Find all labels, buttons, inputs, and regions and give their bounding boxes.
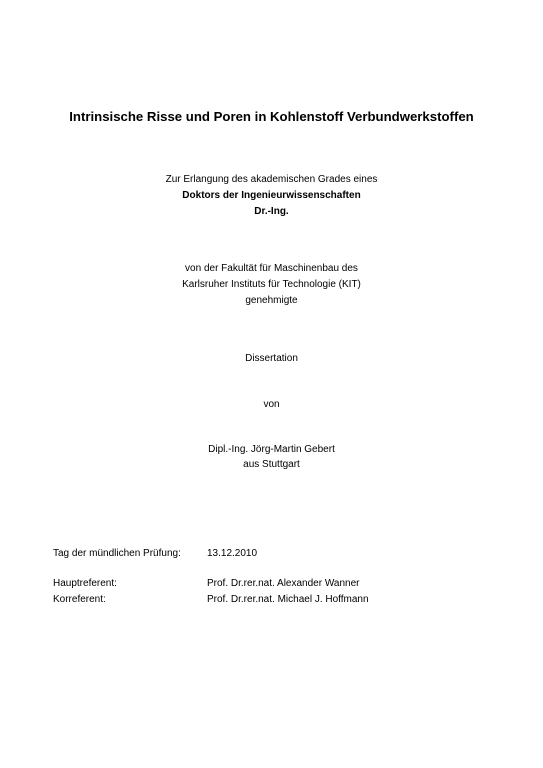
degree-line-3: Dr.-Ing. <box>254 206 289 217</box>
author-origin: aus Stuttgart <box>243 459 300 470</box>
by-label: von <box>263 399 280 410</box>
document-type: Dissertation <box>245 353 298 364</box>
exam-date-row <box>53 547 257 561</box>
coreferee-label: Korreferent: <box>53 594 106 605</box>
faculty-line-2: Karlsruher Instituts für Technologie (KIT) <box>182 279 361 290</box>
faculty-line-3: genehmigte <box>245 295 298 306</box>
referee-value: Prof. Dr.rer.nat. Alexander Wanner <box>207 578 360 589</box>
author-name: Dipl.-Ing. Jörg-Martin Gebert <box>208 444 335 455</box>
thesis-title: Intrinsische Risse und Poren in Kohlenstoff Verbundwerkstoffen <box>69 109 474 124</box>
coreferee-value: Prof. Dr.rer.nat. Michael J. Hoffmann <box>207 594 369 605</box>
coreferee-row <box>53 593 369 607</box>
exam-date-value: 13.12.2010 <box>207 548 258 559</box>
faculty-line-1: von der Fakultät für Maschinenbau des <box>185 263 358 274</box>
referee-label: Hauptreferent: <box>53 578 117 589</box>
degree-line-2: Doktors der Ingenieurwissenschaften <box>182 190 361 201</box>
exam-date-label: Tag der mündlichen Prüfung: <box>53 548 181 559</box>
referee-row <box>53 577 359 591</box>
degree-line-1: Zur Erlangung des akademischen Grades eines <box>165 174 378 185</box>
